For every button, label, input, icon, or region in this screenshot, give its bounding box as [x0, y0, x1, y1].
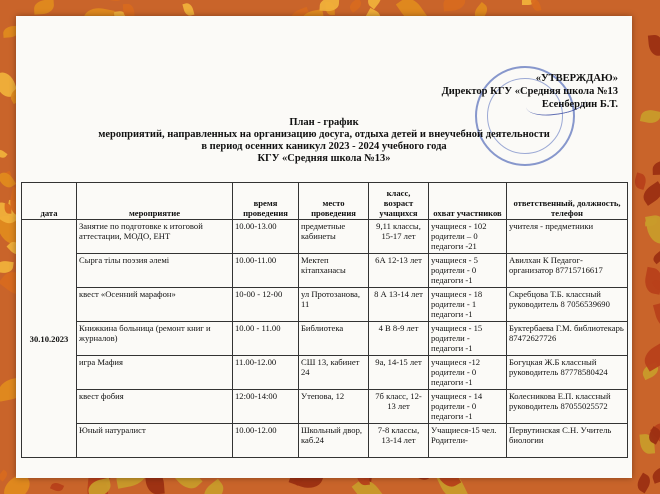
approval-director: Директор КГУ «Средняя школа №13 — [441, 86, 618, 97]
class-cell: 9а, 14-15 лет — [369, 356, 429, 390]
time-cell: 12:00-14:00 — [233, 390, 299, 424]
leaf-decoration — [649, 34, 660, 56]
table-row — [22, 424, 628, 458]
place-cell: ул Протозанова, 11 — [299, 288, 369, 322]
coverage-cell: учащиеся - 102 родители – 0 педагоги -21 — [429, 220, 507, 254]
document-heading — [16, 117, 632, 165]
time-cell: 10.00-12.00 — [233, 424, 299, 458]
leaf-decoration — [50, 481, 64, 493]
responsible-cell: Скребцова Т.Б. классный руководитель 8 7056539690 — [507, 288, 628, 322]
col-time: время проведения — [233, 183, 299, 220]
table-row — [22, 288, 628, 322]
place-cell: Библиотека — [299, 322, 369, 356]
leaf-decoration — [640, 109, 660, 125]
leaf-decoration — [634, 172, 648, 189]
leaf-decoration — [653, 300, 660, 331]
leaf-decoration — [34, 0, 55, 15]
event-cell: Сырга тілы поэзия әлемі — [77, 254, 233, 288]
table-row — [22, 356, 628, 390]
leaf-decoration — [347, 0, 362, 13]
class-cell: 7-8 классы, 13-14 лет — [369, 424, 429, 458]
heading-period: в период осенних каникул 2023 - 2024 учебного года — [201, 141, 447, 152]
table-row — [22, 322, 628, 356]
class-cell: 9,11 классы, 15-17 лет — [369, 220, 429, 254]
col-place: место проведения — [299, 183, 369, 220]
event-cell: Занятие по подготовке к итоговой аттестации, МОДО, ЕНТ — [77, 220, 233, 254]
approval-title: «УТВЕРЖДАЮ» — [535, 73, 618, 84]
coverage-cell: Учащиеся-15 чел. Родители- — [429, 424, 507, 458]
responsible-cell: Первутинская С.Н. Учитель биологии — [507, 424, 628, 458]
document-page — [16, 16, 632, 478]
leaf-decoration — [530, 0, 541, 12]
table-row — [22, 254, 628, 288]
coverage-cell: учащиеся - 18 родители - 1 педагоги -1 — [429, 288, 507, 322]
leaf-decoration — [365, 0, 385, 9]
event-cell: Книжкина больница (ремонт книг и журналов) — [77, 322, 233, 356]
table-row — [22, 220, 628, 254]
event-cell: Юный натуралист — [77, 424, 233, 458]
time-cell: 11.00-12.00 — [233, 356, 299, 390]
col-event: мероприятие — [77, 183, 233, 220]
col-date: дата — [22, 183, 77, 220]
heading-subtitle: мероприятий, направленных на организацию досуга, отдыха детей и внеучебной деятельности — [98, 129, 550, 140]
col-class: класс, возраст учащихся — [369, 183, 429, 220]
responsible-cell: Буктербаева Г.М. библиотекарь 87472627726 — [507, 322, 628, 356]
place-cell: Утепова, 12 — [299, 390, 369, 424]
responsible-cell: Богуцкая Ж.Б классный руководитель 87778580424 — [507, 356, 628, 390]
leaf-decoration — [183, 2, 195, 17]
responsible-cell: Колесникова Е.П. классный руководитель 87055025572 — [507, 390, 628, 424]
coverage-cell: учащиеся - 15 родители - педагоги -1 — [429, 322, 507, 356]
coverage-cell: учащиеся - 5 родители - 0 педагоги -1 — [429, 254, 507, 288]
responsible-cell: Авилхан К Педагог-организатор 87715716617 — [507, 254, 628, 288]
place-cell: СШ 13, кабинет 24 — [299, 356, 369, 390]
col-responsible: ответственный, должность, телефон — [507, 183, 628, 220]
heading-title: План - график — [289, 117, 359, 128]
leaf-decoration — [111, 0, 124, 2]
leaf-decoration — [0, 470, 9, 482]
place-cell: предметные кабинеты — [299, 220, 369, 254]
leaf-decoration — [0, 148, 8, 160]
time-cell: 10.00 - 11.00 — [233, 322, 299, 356]
approval-block — [442, 72, 618, 111]
leaf-decoration — [199, 479, 227, 494]
coverage-cell: учащиеся - 14 родители - 0 педагоги -1 — [429, 390, 507, 424]
class-cell: 7б класс, 12-13 лет — [369, 390, 429, 424]
leaf-decoration — [320, 0, 340, 11]
events-table — [21, 182, 628, 458]
leaf-decoration — [634, 473, 653, 494]
leaf-decoration — [650, 466, 660, 484]
time-cell: 10.00-13.00 — [233, 220, 299, 254]
event-cell: квест фобия — [77, 390, 233, 424]
date-cell: 30.10.2023 — [22, 220, 77, 458]
time-cell: 10-00 - 12-00 — [233, 288, 299, 322]
class-cell: 8 А 13-14 лет — [369, 288, 429, 322]
approval-name: Есенбердин Б.Т. — [541, 99, 618, 110]
time-cell: 10.00-11.00 — [233, 254, 299, 288]
leaf-decoration — [653, 160, 660, 174]
place-cell: Мектеп кітапханасы — [299, 254, 369, 288]
leaf-decoration — [443, 0, 467, 12]
leaf-decoration — [645, 213, 660, 246]
col-coverage: охват участников — [429, 183, 507, 220]
responsible-cell: учителя - предметники — [507, 220, 628, 254]
place-cell: Школьный двор, каб.24 — [299, 424, 369, 458]
event-cell: игра Мафия — [77, 356, 233, 390]
heading-school: КГУ «Средняя школа №13» — [257, 153, 391, 164]
table-header-row — [22, 183, 628, 220]
coverage-cell: учащиеся -12 родители - 0 педагоги -1 — [429, 356, 507, 390]
class-cell: 6А 12-13 лет — [369, 254, 429, 288]
leaf-decoration — [652, 252, 660, 265]
table-row — [22, 390, 628, 424]
leaf-decoration — [640, 342, 660, 372]
class-cell: 4 В 8-9 лет — [369, 322, 429, 356]
event-cell: квест «Осенний марафон» — [77, 288, 233, 322]
